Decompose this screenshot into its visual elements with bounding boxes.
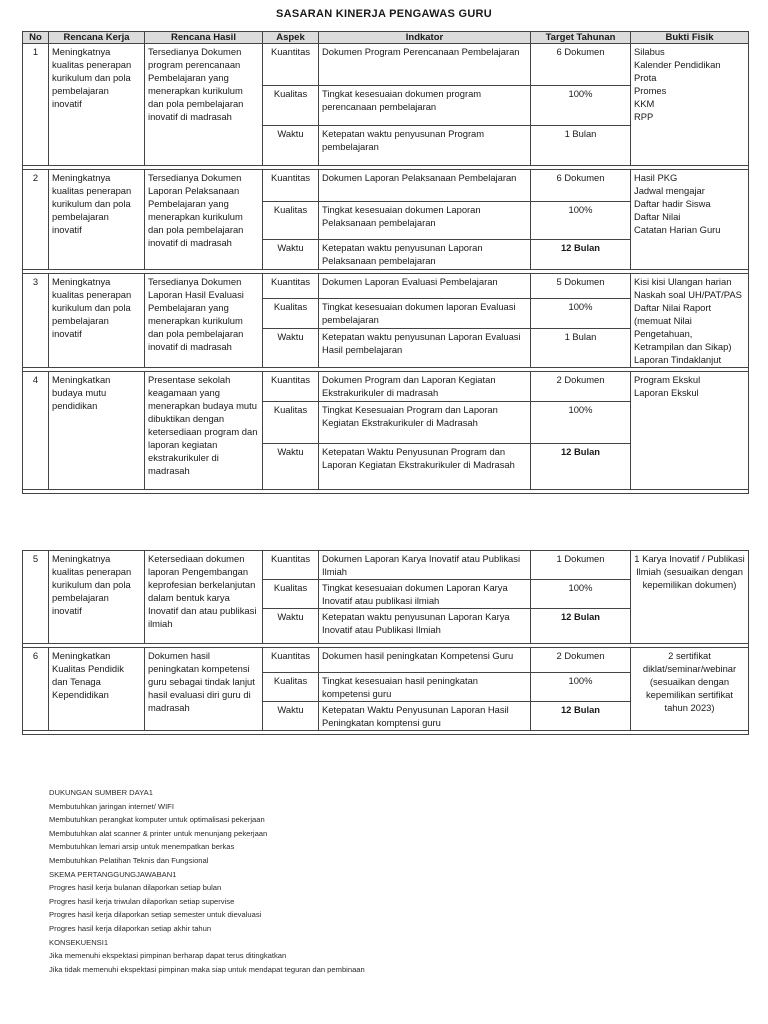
bukti-fisik-item: Program Ekskul <box>634 374 701 385</box>
aspek-cell: Kuantitas <box>263 372 319 402</box>
rencana-kerja-cell: Meningkatnya kualitas penerapan kurikulum dan pola pembelajaran inovatif <box>49 44 145 166</box>
separator-cell <box>23 490 749 494</box>
indikator-cell: Tingkat kesesuaian dokumen Laporan Karya Inovatif atau publikasi ilmiah <box>319 580 531 609</box>
aspek-cell: Waktu <box>263 240 319 270</box>
kinerja-table-part-2 <box>22 550 749 735</box>
target-cell: 12 Bulan <box>531 240 631 270</box>
bukti-fisik-item: 2 sertifikat diklat/seminar/webinar (sesuaikan dengan kepemilikan sertifikat tahun 2023) <box>642 650 737 713</box>
indikator-cell: Dokumen Laporan Pelaksanaan Pembelajaran <box>319 170 531 202</box>
table-row <box>23 372 749 402</box>
row-number: 4 <box>23 372 49 490</box>
bukti-fisik-item: KKM <box>634 98 655 109</box>
table-row <box>23 44 749 86</box>
bukti-fisik-item: Laporan Ekskul <box>634 387 699 398</box>
bukti-fisik-cell <box>631 372 749 490</box>
indikator-cell: Dokumen hasil peningkatan Kompetensi Guru <box>319 648 531 673</box>
kinerja-table-part-1 <box>22 31 749 494</box>
document-title: SASARAN KINERJA PENGAWAS GURU <box>275 8 493 20</box>
aspek-cell: Waktu <box>263 609 319 644</box>
bukti-fisik-item: Catatan Harian Guru <box>634 224 721 235</box>
bukti-fisik-item: Laporan Tindaklanjut <box>634 354 722 365</box>
header-aspek: Aspek <box>263 32 319 44</box>
bukti-fisik-item: Promes <box>634 85 667 96</box>
aspek-cell: Kuantitas <box>263 44 319 86</box>
aspek-cell: Kuantitas <box>263 648 319 673</box>
rencana-kerja-cell: Meningkatnya kualitas penerapan kurikulum dan pola pembelajaran inovatif <box>49 170 145 270</box>
note-line: Progres hasil kerja dilaporkan setiap semester untuk dievaluasi <box>49 910 262 920</box>
header-rencana-kerja: Rencana Kerja <box>49 32 145 44</box>
aspek-cell: Kualitas <box>263 402 319 444</box>
note-line: Progres hasil kerja triwulan dilaporkan setiap supervise <box>49 896 235 906</box>
rencana-kerja-cell: Meningkatnya kualitas penerapan kurikulum dan pola pembelajaran inovatif <box>49 274 145 368</box>
row-number: 1 <box>23 44 49 166</box>
target-cell: 5 Dokumen <box>531 274 631 299</box>
aspek-cell: Kualitas <box>263 202 319 240</box>
header-no: No <box>23 32 49 44</box>
aspek-cell: Waktu <box>263 328 319 367</box>
rencana-hasil-cell: Ketersediaan dokumen laporan Pengembangan keprofesian berkelanjutan dalam bentuk karya Inovatif dan atau publikasi ilmiah <box>145 551 263 644</box>
target-cell: 100% <box>531 202 631 240</box>
header-indikator: Indkator <box>319 32 531 44</box>
row-number: 2 <box>23 170 49 270</box>
aspek-cell: Waktu <box>263 126 319 166</box>
indikator-cell: Dokumen Program dan Laporan Kegiatan Ekstrakurikuler di madrasah <box>319 372 531 402</box>
bukti-fisik-cell <box>631 44 749 166</box>
aspek-cell: Kualitas <box>263 673 319 702</box>
target-cell: 12 Bulan <box>531 702 631 731</box>
bukti-fisik-item: 1 Karya Inovatif / Publikasi Ilmiah (sesuaikan dengan kepemilikan dokumen) <box>634 553 745 590</box>
note-line: SKEMA PERTANGGUNGJAWABAN1 <box>49 869 177 879</box>
note-line: Jika tidak memenuhi ekspektasi pimpinan maka siap untuk mendapat teguran dan pembinaan <box>49 964 365 974</box>
target-cell: 100% <box>531 86 631 126</box>
note-line: Membutuhkan Pelatihan Teknis dan Fungsional <box>49 855 209 865</box>
aspek-cell: Kualitas <box>263 580 319 609</box>
row-number: 3 <box>23 274 49 368</box>
bukti-fisik-cell <box>631 648 749 731</box>
target-cell: 100% <box>531 402 631 444</box>
target-cell: 100% <box>531 298 631 328</box>
indikator-cell: Tingkat kesesuaian dokumen program perencanaan pembelajaran <box>319 86 531 126</box>
aspek-cell: Waktu <box>263 444 319 490</box>
bukti-fisik-item: Jadwal mengajar <box>634 185 705 196</box>
target-cell: 100% <box>531 673 631 702</box>
aspek-cell: Waktu <box>263 702 319 731</box>
bukti-fisik-cell <box>631 551 749 644</box>
target-cell: 1 Dokumen <box>531 551 631 580</box>
table-row <box>23 551 749 580</box>
aspek-cell: Kuantitas <box>263 170 319 202</box>
rencana-kerja-cell: Meningkatkan Kualitas Pendidik dan Tenaga Kependidikan <box>49 648 145 731</box>
table-row <box>23 648 749 673</box>
target-cell: 6 Dokumen <box>531 170 631 202</box>
note-line: Jika memenuhi ekspektasi pimpinan berharap dapat terus ditingkatkan <box>49 951 287 961</box>
indikator-cell: Ketepatan Waktu Penyusunan Program dan Laporan Kegiatan Ekstrakurikuler di Madrasah <box>319 444 531 490</box>
bukti-fisik-item: Daftar Nilai <box>634 211 681 222</box>
aspek-cell: Kualitas <box>263 86 319 126</box>
indikator-cell: Dokumen Laporan Evaluasi Pembelajaran <box>319 274 531 299</box>
indikator-cell: Ketepatan waktu penyusunan Program pembelajaran <box>319 126 531 166</box>
table-header-row <box>23 32 749 44</box>
target-cell: 1 Bulan <box>531 328 631 367</box>
bukti-fisik-item: Daftar Nilai Raport (memuat Nilai Pengetahuan, Ketrampilan dan Sikap) <box>634 302 732 352</box>
separator-cell <box>23 731 749 735</box>
header-target: Target Tahunan <box>531 32 631 44</box>
indikator-cell: Ketepatan waktu penyusunan Laporan Karya Inovatif atau Publikasi Ilmiah <box>319 609 531 644</box>
aspek-cell: Kuantitas <box>263 551 319 580</box>
indikator-cell: Ketepatan waktu penyusunan Laporan Evaluasi Hasil pembelajaran <box>319 328 531 367</box>
table-row <box>23 274 749 299</box>
rencana-kerja-cell: Meningkatnya kualitas penerapan kurikulum dan pola pembelajaran inovatif <box>49 551 145 644</box>
note-line: Membutuhkan lemari arsip untuk menempatkan berkas <box>49 842 235 852</box>
indikator-cell: Dokumen Laporan Karya Inovatif atau Publikasi Ilmiah <box>319 551 531 580</box>
note-line: Progres hasil kerja dilaporkan setiap akhir tahun <box>49 923 212 933</box>
header-rencana-hasil: Rencana Hasil <box>145 32 263 44</box>
bukti-fisik-item: Silabus <box>634 46 665 57</box>
group-separator <box>23 731 749 735</box>
rencana-hasil-cell: Tersedianya Dokumen program perencanaan Pembelajaran yang menerapkan kurikulum dan pola pembelajaran inovatif di madrasah <box>145 44 263 166</box>
target-cell: 12 Bulan <box>531 444 631 490</box>
target-cell: 1 Bulan <box>531 126 631 166</box>
indikator-cell: Tingkat kesesuaian dokumen Laporan Pelaksanaan pembelajaran <box>319 202 531 240</box>
group-separator <box>23 490 749 494</box>
indikator-cell: Tingkat Kesesuaian Program dan Laporan Kegiatan Ekstrakurikuler di Madrasah <box>319 402 531 444</box>
bukti-fisik-item: RPP <box>634 111 654 122</box>
aspek-cell: Kuantitas <box>263 274 319 299</box>
aspek-cell: Kualitas <box>263 298 319 328</box>
rencana-hasil-cell: Tersedianya Dokumen Laporan Hasil Evaluasi Pembelajaran yang menerapkan kurikulum dan pola pembelajaran inovatif di madrasah <box>145 274 263 368</box>
target-cell: 12 Bulan <box>531 609 631 644</box>
bukti-fisik-cell <box>631 274 749 368</box>
indikator-cell: Dokumen Program Perencanaan Pembelajaran <box>319 44 531 86</box>
rencana-hasil-cell: Presentase sekolah keagamaan yang menerapkan budaya mutu dibuktikan dengan ketersediaan program dan laporan kegiatan ekstrakurikuler di madrasah <box>145 372 263 490</box>
rencana-hasil-cell: Dokumen hasil peningkatan kompetensi guru sebagai tindak lanjut hasil evaluasi diri guru di madrasah <box>145 648 263 731</box>
note-line: Progres hasil kerja bulanan dilaporkan setiap bulan <box>49 883 222 893</box>
bukti-fisik-item: Prota <box>634 72 657 83</box>
note-line: Membutuhkan alat scanner & printer untuk menunjang pekerjaan <box>49 828 268 838</box>
note-line: Membutuhkan jaringan internet/ WIFI <box>49 801 174 811</box>
row-number: 6 <box>23 648 49 731</box>
notes-section <box>49 786 729 976</box>
rencana-kerja-cell: Meningkatkan budaya mutu pendidikan <box>49 372 145 490</box>
note-line: DUKUNGAN SUMBER DAYA1 <box>49 788 153 797</box>
bukti-fisik-cell <box>631 170 749 270</box>
table-row <box>23 170 749 202</box>
target-cell: 2 Dokumen <box>531 648 631 673</box>
indikator-cell: Ketepatan waktu penyusunan Laporan Pelaksanaan pembelajaran <box>319 240 531 270</box>
bukti-fisik-item: Naskah soal UH/PAT/PAS <box>634 289 742 300</box>
note-line: Membutuhkan perangkat komputer untuk optimalisasi pekerjaan <box>49 815 265 825</box>
bukti-fisik-item: Kalender Pendidikan <box>634 59 721 70</box>
target-cell: 100% <box>531 580 631 609</box>
indikator-cell: Tingkat kesesuaian dokumen laporan Evaluasi pembelajaran <box>319 298 531 328</box>
bukti-fisik-item: Kisi kisi Ulangan harian <box>634 276 732 287</box>
indikator-cell: Ketepatan Waktu Penyusunan Laporan Hasil Peningkatan komptensi guru <box>319 702 531 731</box>
bukti-fisik-item: Daftar hadir Siswa <box>634 198 711 209</box>
indikator-cell: Tingkat kesesuaian hasil peningkatan kompetensi guru <box>319 673 531 702</box>
row-number: 5 <box>23 551 49 644</box>
note-line: KONSEKUENSI1 <box>49 937 109 947</box>
header-bukti-fisik: Bukti Fisik <box>631 32 749 44</box>
target-cell: 6 Dokumen <box>531 44 631 86</box>
target-cell: 2 Dokumen <box>531 372 631 402</box>
bukti-fisik-item: Hasil PKG <box>634 172 678 183</box>
rencana-hasil-cell: Tersedianya Dokumen Laporan Pelaksanaan Pembelajaran yang menerapkan kurikulum dan pola pembelajaran inovatif di madrasah <box>145 170 263 270</box>
